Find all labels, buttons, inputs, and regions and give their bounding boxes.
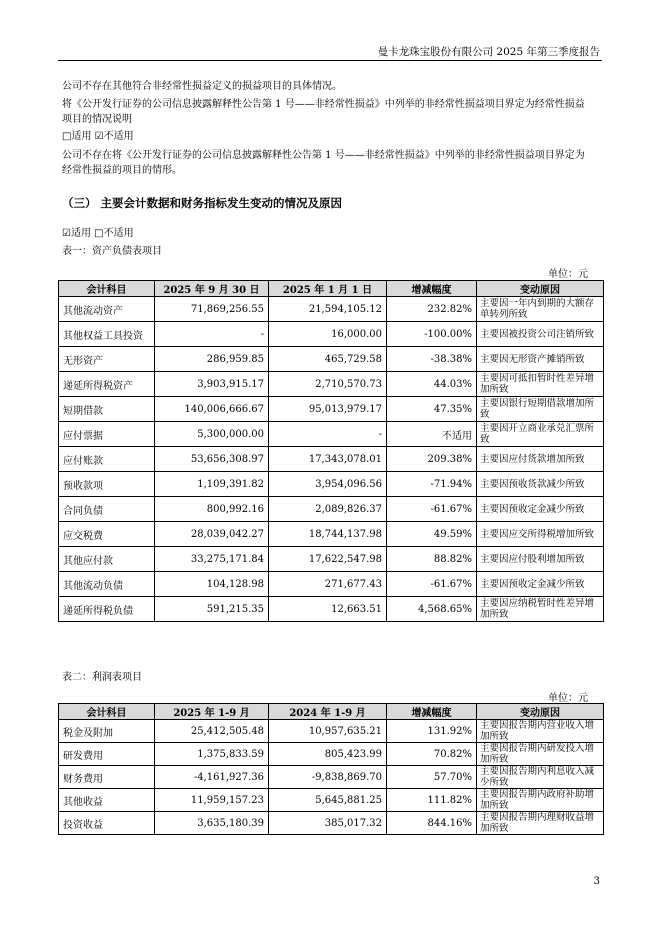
prior-value-cell: 18,744,137.98 xyxy=(269,522,387,547)
reason-cell: 主要因开立商业承兑汇票所致 xyxy=(477,422,604,447)
reason-cell: 主要因报告期内政府补助增加所致 xyxy=(477,789,604,812)
column-header-current-value: 2025 年 1-9 月 xyxy=(155,704,269,720)
table-row xyxy=(59,497,604,522)
change-pct-cell: 844.16% xyxy=(387,812,477,835)
current-value-cell: 71,869,256.55 xyxy=(155,297,269,322)
reason-cell: 主要因报告期内营业收入增加所致 xyxy=(477,720,604,743)
column-header-change-pct: 增减幅度 xyxy=(387,281,477,297)
reason-cell: 主要因可抵扣暂时性差异增加所致 xyxy=(477,372,604,397)
column-header-account: 会计科目 xyxy=(59,704,155,720)
account-cell: 无形资产 xyxy=(59,347,155,372)
current-value-cell: 3,903,915.17 xyxy=(155,372,269,397)
table2-caption: 表二：利润表项目 xyxy=(62,672,142,683)
account-cell: 预收款项 xyxy=(59,472,155,497)
prior-value-cell: 5,645,881.25 xyxy=(269,789,387,812)
paragraph-definition-line1: 将《公开发行证券的公司信息披露解释性公告第 1 号——非经常性损益》中列举的非经常性损益项目界定为经常性损益 xyxy=(62,99,585,110)
table-row xyxy=(59,447,604,472)
current-value-cell: 140,006,666.67 xyxy=(155,397,269,422)
table-header-row xyxy=(59,704,604,720)
account-cell: 其他流动负债 xyxy=(59,572,155,597)
account-cell: 税金及附加 xyxy=(59,720,155,743)
current-value-cell: 28,039,042.27 xyxy=(155,522,269,547)
current-value-cell: 286,959.85 xyxy=(155,347,269,372)
account-cell: 财务费用 xyxy=(59,766,155,789)
current-value-cell: 1,109,391.82 xyxy=(155,472,269,497)
income-statement-table xyxy=(58,703,604,835)
paragraph-none-defined-line2: 经常性损益的项目的情形。 xyxy=(62,165,182,176)
column-header-reason: 变动原因 xyxy=(477,704,604,720)
change-pct-cell: 49.59% xyxy=(387,522,477,547)
prior-value-cell: 2,089,826.37 xyxy=(269,497,387,522)
table-row xyxy=(59,547,604,572)
change-pct-cell: 70.82% xyxy=(387,743,477,766)
prior-value-cell: 17,622,547.98 xyxy=(269,547,387,572)
change-pct-cell: -100.00% xyxy=(387,322,477,347)
reason-cell: 主要因预收货款减少所致 xyxy=(477,472,604,497)
table-row xyxy=(59,597,604,622)
account-cell: 递延所得税负债 xyxy=(59,597,155,622)
table2-unit: 单位：元 xyxy=(548,693,588,704)
section-title: （三） 主要会计数据和财务指标发生变动的情况及原因 xyxy=(62,196,343,210)
balance-sheet-table xyxy=(58,280,604,622)
account-cell: 其他收益 xyxy=(59,789,155,812)
paragraph-no-other-items: 公司不存在其他符合非经常性损益定义的损益项目的具体情况。 xyxy=(62,81,342,92)
table-row xyxy=(59,297,604,322)
reason-cell: 主要因应纳税暂时性差异增加所致 xyxy=(477,597,604,622)
prior-value-cell: 17,343,078.01 xyxy=(269,447,387,472)
prior-value-cell: 3,954,096.56 xyxy=(269,472,387,497)
table-row xyxy=(59,720,604,743)
prior-value-cell: 16,000.00 xyxy=(269,322,387,347)
account-cell: 应交税费 xyxy=(59,522,155,547)
account-cell: 投资收益 xyxy=(59,812,155,835)
table-row xyxy=(59,743,604,766)
change-pct-cell: 131.92% xyxy=(387,720,477,743)
prior-value-cell: 805,423.99 xyxy=(269,743,387,766)
table-row xyxy=(59,812,604,835)
account-cell: 递延所得税资产 xyxy=(59,372,155,397)
prior-value-cell: - xyxy=(269,422,387,447)
table-row xyxy=(59,522,604,547)
current-value-cell: 104,128.98 xyxy=(155,572,269,597)
table-row xyxy=(59,472,604,497)
change-pct-cell: -61.67% xyxy=(387,572,477,597)
header-rule xyxy=(58,60,602,61)
table-row xyxy=(59,789,604,812)
current-value-cell: 591,215.35 xyxy=(155,597,269,622)
account-cell: 短期借款 xyxy=(59,397,155,422)
reason-cell: 主要因一年内到期的大额存单转列所致 xyxy=(477,297,604,322)
table-row xyxy=(59,422,604,447)
change-pct-cell: 47.35% xyxy=(387,397,477,422)
account-cell: 其他权益工具投资 xyxy=(59,322,155,347)
change-pct-cell: 44.03% xyxy=(387,372,477,397)
change-pct-cell: 209.38% xyxy=(387,447,477,472)
page-header: 曼卡龙珠宝股份有限公司 2025 年第三季度报告 xyxy=(377,46,600,58)
table-row xyxy=(59,766,604,789)
change-pct-cell: -61.67% xyxy=(387,497,477,522)
table-header-row xyxy=(59,281,604,297)
column-header-current-value: 2025 年 9 月 30 日 xyxy=(155,281,269,297)
current-value-cell: 11,959,157.23 xyxy=(155,789,269,812)
page-number: 3 xyxy=(593,876,600,887)
reason-cell: 主要因应付货款增加所致 xyxy=(477,447,604,472)
column-header-change-pct: 增减幅度 xyxy=(387,704,477,720)
reason-cell: 主要因报告期内利息收入减少所致 xyxy=(477,766,604,789)
applicability-checkbox-2: ☑适用 □不适用 xyxy=(62,228,134,239)
column-header-prior-value: 2025 年 1 月 1 日 xyxy=(269,281,387,297)
reason-cell: 主要因预收定金减少所致 xyxy=(477,497,604,522)
paragraph-definition-line2: 项目的情况说明 xyxy=(62,114,132,125)
prior-value-cell: 465,729.58 xyxy=(269,347,387,372)
current-value-cell: - xyxy=(155,322,269,347)
account-cell: 应付账款 xyxy=(59,447,155,472)
change-pct-cell: 不适用 xyxy=(387,422,477,447)
reason-cell: 主要因报告期内研发投入增加所致 xyxy=(477,743,604,766)
account-cell: 合同负债 xyxy=(59,497,155,522)
prior-value-cell: 2,710,570.73 xyxy=(269,372,387,397)
current-value-cell: 3,635,180.39 xyxy=(155,812,269,835)
change-pct-cell: 111.82% xyxy=(387,789,477,812)
account-cell: 其他应付款 xyxy=(59,547,155,572)
prior-value-cell: -9,838,869.70 xyxy=(269,766,387,789)
reason-cell: 主要因预收定金减少所致 xyxy=(477,572,604,597)
reason-cell: 主要因应交所得税增加所致 xyxy=(477,522,604,547)
current-value-cell: 25,412,505.48 xyxy=(155,720,269,743)
current-value-cell: 5,300,000.00 xyxy=(155,422,269,447)
current-value-cell: 33,275,171.84 xyxy=(155,547,269,572)
current-value-cell: 800,992.16 xyxy=(155,497,269,522)
table-row xyxy=(59,347,604,372)
change-pct-cell: 88.82% xyxy=(387,547,477,572)
applicability-checkbox-1: □适用 ☑不适用 xyxy=(62,131,134,142)
change-pct-cell: 4,568.65% xyxy=(387,597,477,622)
change-pct-cell: -71.94% xyxy=(387,472,477,497)
reason-cell: 主要因无形资产摊销所致 xyxy=(477,347,604,372)
account-cell: 研发费用 xyxy=(59,743,155,766)
current-value-cell: -4,161,927.36 xyxy=(155,766,269,789)
table-row xyxy=(59,322,604,347)
change-pct-cell: 57.70% xyxy=(387,766,477,789)
reason-cell: 主要因被投资公司注销所致 xyxy=(477,322,604,347)
account-cell: 应付票据 xyxy=(59,422,155,447)
column-header-account: 会计科目 xyxy=(59,281,155,297)
prior-value-cell: 21,594,105.12 xyxy=(269,297,387,322)
prior-value-cell: 95,013,979.17 xyxy=(269,397,387,422)
prior-value-cell: 10,957,635.21 xyxy=(269,720,387,743)
table-row xyxy=(59,372,604,397)
account-cell: 其他流动资产 xyxy=(59,297,155,322)
change-pct-cell: 232.82% xyxy=(387,297,477,322)
column-header-prior-value: 2024 年 1-9 月 xyxy=(269,704,387,720)
prior-value-cell: 385,017.32 xyxy=(269,812,387,835)
column-header-reason: 变动原因 xyxy=(477,281,604,297)
current-value-cell: 1,375,833.59 xyxy=(155,743,269,766)
paragraph-none-defined-line1: 公司不存在将《公开发行证券的公司信息披露解释性公告第 1 号——非经常性损益》中列举的非经常性损益项目界定为 xyxy=(62,150,585,161)
table-row xyxy=(59,397,604,422)
change-pct-cell: -38.38% xyxy=(387,347,477,372)
prior-value-cell: 271,677.43 xyxy=(269,572,387,597)
table1-caption: 表一：资产负债表项目 xyxy=(62,246,162,257)
reason-cell: 主要因银行短期借款增加所致 xyxy=(477,397,604,422)
current-value-cell: 53,656,308.97 xyxy=(155,447,269,472)
prior-value-cell: 12,663.51 xyxy=(269,597,387,622)
table1-unit: 单位：元 xyxy=(548,269,588,280)
table-row xyxy=(59,572,604,597)
reason-cell: 主要因报告期内理财收益增加所致 xyxy=(477,812,604,835)
reason-cell: 主要因应付股利增加所致 xyxy=(477,547,604,572)
